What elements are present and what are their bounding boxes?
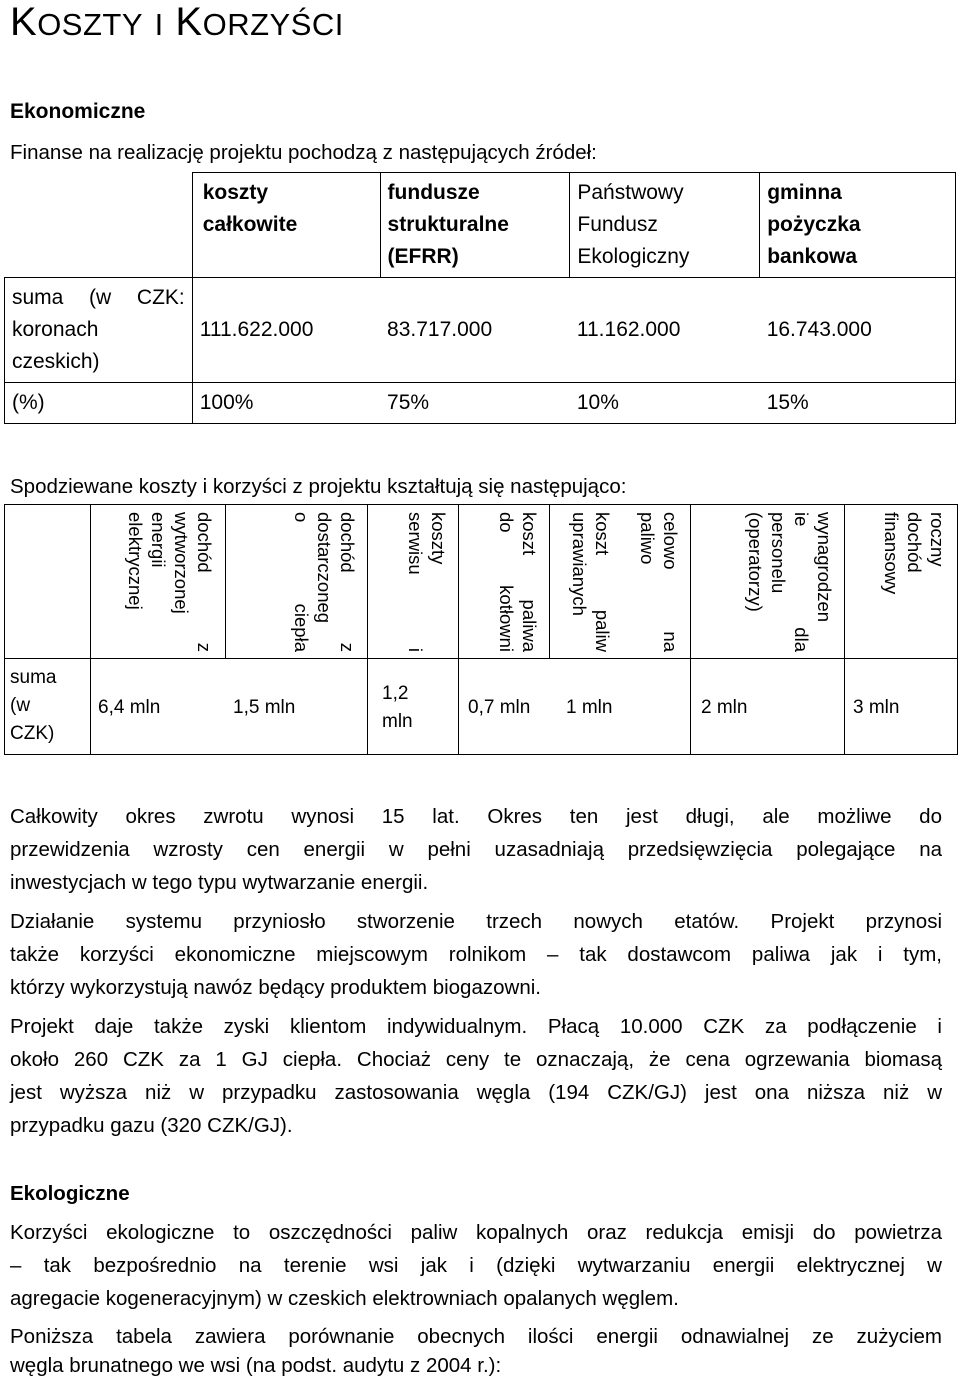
rot-line: do kotłowni [496, 512, 517, 652]
cost-value-annual: 3 mln [853, 697, 900, 718]
hdr-line: (EFRR) [387, 245, 459, 268]
row-label-line: suma (w CZK: [12, 286, 185, 309]
rot-line: serwisu i [405, 512, 426, 652]
funding-col-efrr [380, 173, 570, 278]
hdr-line: pożyczka [767, 213, 861, 236]
hdr-line: Państwowy [577, 181, 684, 204]
funding-pct-total: 100% [192, 383, 380, 424]
funding-col-loan [760, 173, 956, 278]
cost-header-crop-fuel [568, 512, 614, 652]
funding-sum-state-fund: 11.162.000 [570, 278, 760, 383]
para-table-intro-1: Poniższa tabela zawiera porównanie obecnych ilości energii odnawialnej ze zużyciem [10, 1325, 942, 1348]
table-border [367, 504, 368, 755]
funding-row-label-percent: (%) [5, 383, 193, 424]
title-rest-1: OSZTY [37, 7, 144, 42]
cost-header-fuel-boiler [495, 512, 541, 652]
funding-sum-loan: 16.743.000 [760, 278, 956, 383]
rot-line: koszt paliw [592, 512, 613, 652]
value-line: mln [382, 711, 413, 732]
cost-header-service [404, 512, 450, 652]
cost-header-crop-fuel-2 [636, 512, 682, 652]
para-clients-4: przypadku gazu (320 CZK/GJ). [10, 1114, 293, 1137]
costs-row-label [10, 664, 86, 748]
para-clients-3: jest wyższa niż w przypadku zastosowania węgla (194 CZK/GJ) jest ona niższa niż w [10, 1081, 942, 1104]
para-eco-3: agregacie kogeneracyjnym) w czeskich elektrowniach opalanych węglem. [10, 1287, 679, 1310]
row-label-line: koronach [12, 318, 99, 341]
rot-line: energii [148, 512, 169, 568]
hdr-line: koszty [202, 181, 269, 204]
para-clients-1: Projekt daje także zyski klientom indywidualnym. Płacą 10.000 CZK za podłączenie i [10, 1015, 942, 1038]
para-payback-2: przewidzenia wzrosty cen energii w pełni uzasadniają przedsięwzięcia polegające na [10, 838, 942, 861]
para-clients-2: około 260 CZK za 1 GJ ciepła. Chociaż ceny te oznaczają, że cena ogrzewania biomasą [10, 1048, 942, 1071]
table-border [4, 504, 5, 755]
cost-value-heat: 1,5 mln [233, 697, 296, 718]
funding-sum-row [5, 278, 956, 383]
hdr-line: strukturalne [387, 213, 509, 236]
funding-percent-row [5, 383, 956, 424]
rot-line: paliwo [637, 512, 658, 565]
cost-header-staff-salary [744, 512, 836, 652]
hdr-line: bankowa [767, 245, 858, 268]
rot-line: koszty [428, 512, 449, 565]
cost-header-annual-income [880, 512, 949, 652]
costs-table [4, 504, 958, 755]
rot-line: ie dla [791, 512, 812, 652]
rot-line: koszt paliwa [519, 512, 540, 652]
table-border [225, 504, 226, 658]
title-initial-k2: K [175, 0, 203, 44]
para-eco-2: – tak bezpośrednio na terenie wsi jak i (dzięki wytwarzaniu energii elektrycznej w [10, 1254, 942, 1277]
row-label-line: (w [10, 695, 31, 716]
rot-line: dochód z [194, 512, 215, 652]
rot-line: elektrycznej [125, 512, 146, 610]
title-initial-k: K [10, 0, 38, 44]
rot-line: uprawianych [569, 512, 590, 616]
cost-value-fuel: 0,7 mln [468, 697, 531, 718]
cost-header-heat-income [290, 512, 359, 652]
section-heading-economic: Ekonomiczne [10, 100, 146, 123]
title-rest-2: ORZYŚCI [202, 7, 344, 42]
cost-value-crop-fuel: 1 mln [566, 697, 613, 718]
para-table-intro-2: węgla brunatnego we wsi (na podst. audytu z 2004 r.): [10, 1354, 502, 1377]
title-conj: I [154, 7, 164, 42]
table-border [4, 658, 958, 659]
para-eco-1: Korzyści ekologiczne to oszczędności paliw kopalnych oraz redukcja emisji do powietrza [10, 1221, 942, 1244]
cost-value-staff: 2 mln [701, 697, 748, 718]
para-payback-3: inwestycjach w tego typu wytwarzanie energii. [10, 871, 429, 894]
value-line: 1,2 [382, 683, 409, 704]
row-label-line: suma [10, 667, 57, 688]
rot-line: dostarczoneg [314, 512, 335, 624]
funding-pct-state-fund: 10% [570, 383, 760, 424]
cost-header-electricity-income [124, 512, 216, 652]
rot-line: wytworzonej [171, 512, 192, 614]
para-jobs-3: którzy wykorzystują nawóz będący produktem biogazowni. [10, 976, 541, 999]
funding-table [4, 172, 956, 424]
table-border [549, 504, 550, 658]
rot-line: wynagrodzen [814, 512, 835, 623]
intro-costs: Spodziewane koszty i korzyści z projektu kształtują się następująco: [10, 475, 627, 498]
table-border [690, 504, 691, 755]
page-title [10, 0, 344, 47]
funding-sum-total: 111.622.000 [192, 278, 380, 383]
rot-line: dochód [904, 512, 925, 573]
funding-col-total [192, 173, 380, 278]
table-border [4, 754, 958, 755]
para-jobs-2: także korzyści ekonomiczne miejscowym rolnikom – tak dostawcom paliwa jak i tym, [10, 943, 942, 966]
table-border [4, 504, 958, 505]
section-heading-ecological: Ekologiczne [10, 1182, 130, 1205]
funding-sum-efrr: 83.717.000 [380, 278, 570, 383]
table-border [458, 504, 459, 755]
rot-line: (operatorzy) [745, 512, 766, 612]
rot-line: dochód z [337, 512, 358, 652]
funding-col-state-fund [570, 173, 760, 278]
hdr-line: Ekologiczny [577, 245, 690, 268]
rot-line: personelu [768, 512, 789, 594]
para-payback-1: Całkowity okres zwrotu wynosi 15 lat. Okres ten jest długi, ale możliwe do [10, 805, 942, 828]
funding-row-label-sum [5, 278, 193, 383]
row-label-line: CZK) [10, 723, 55, 744]
funding-pct-efrr: 75% [380, 383, 570, 424]
cost-value-electricity: 6,4 mln [98, 697, 161, 718]
rot-line: finansowy [881, 512, 902, 595]
hdr-line: Fundusz [577, 213, 658, 236]
funding-pct-loan: 15% [760, 383, 956, 424]
rot-line: celowo na [660, 512, 681, 652]
rot-line: o ciepła [291, 512, 312, 652]
hdr-line: gminna [767, 181, 842, 204]
row-label-line: czeskich) [12, 350, 100, 373]
cost-value-service [382, 680, 413, 736]
table-border [90, 504, 91, 755]
table-border [844, 504, 845, 755]
rot-line: roczny [927, 512, 948, 567]
funding-table-header-row [5, 173, 956, 278]
hdr-line: całkowite [202, 213, 298, 236]
hdr-line: fundusze [387, 181, 480, 204]
table-border [957, 504, 958, 755]
intro-finance: Finanse na realizację projektu pochodzą z następujących źródeł: [10, 141, 597, 164]
para-jobs-1: Działanie systemu przyniosło stworzenie trzech nowych etatów. Projekt przynosi [10, 910, 942, 933]
funding-table-corner [5, 173, 193, 278]
